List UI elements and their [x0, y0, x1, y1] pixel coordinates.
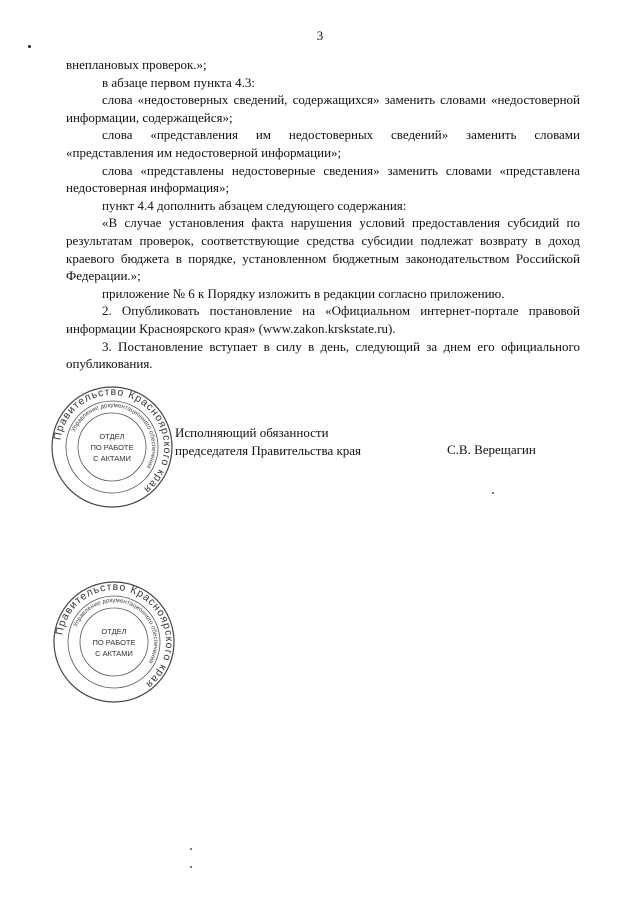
paragraph: 2. Опубликовать постановление на «Официальном интернет-портале правовой информации Красноярского края» (www.zakon.krskstate.ru).	[66, 303, 580, 336]
paragraph: приложение № 6 к Порядку изложить в редакции согласно приложению.	[102, 285, 505, 301]
stamp-center-line-2: ПО РАБОТЕ	[90, 443, 134, 452]
stamp-outer-text: Правительство Красноярского края	[51, 385, 174, 496]
paragraph: слова «недостоверных сведений, содержащихся» заменить словами «недостоверной информации, содержащейся»;	[66, 92, 580, 125]
stamp-center-line-1: ОТДЕЛ	[101, 627, 127, 636]
official-stamp-1	[50, 385, 174, 509]
paragraph: 3. Постановление вступает в силу в день, следующий за днем его официального опубликования.	[66, 338, 580, 372]
stamp-outer-text: Правительство Красноярского края	[53, 580, 176, 691]
official-stamp-2	[52, 580, 176, 704]
paragraph: слова «представления им недостоверных сведений» заменить словами «представления им недостоверной информации»;	[66, 127, 580, 160]
paragraph: в абзаце первом пункта 4.3:	[102, 74, 255, 90]
stamp-center-line-1: ОТДЕЛ	[99, 432, 125, 441]
stamp-center-line-2: ПО РАБОТЕ	[92, 638, 136, 647]
paragraph: внеплановых проверок.»;	[66, 57, 207, 72]
paragraph: слова «представлены недостоверные сведения» заменить словами «представлена недостоверная информация»;	[66, 162, 580, 196]
signature-position	[175, 424, 361, 459]
scan-speck	[190, 866, 192, 868]
stamp-inner-text: Управление документационного обеспечения	[70, 401, 158, 470]
stamp-inner-text: Управление документационного обеспечения	[72, 596, 160, 665]
stamp-center-line-3: С АКТАМИ	[93, 454, 131, 463]
page-number: 3	[316, 28, 324, 43]
scan-speck	[190, 848, 192, 850]
stamp-center-line-3: С АКТАМИ	[95, 649, 133, 658]
signature-position-line-1: Исполняющий обязанности	[175, 425, 329, 440]
signatory-name: С.В. Верещагин	[447, 442, 536, 457]
paragraph: пункт 4.4 дополнить абзацем следующего содержания:	[102, 197, 407, 213]
document-body	[66, 56, 580, 373]
scan-speck	[492, 492, 494, 494]
paragraph: «В случае установления факта нарушения условий предоставления субсидий по результатам проверок, соответствующие средства субсидии подлежат возврату в доход краевого бюджета в порядке, установленном бюджетным законодательством Российской Федерации.»;	[66, 215, 580, 284]
signature-position-line-2: председателя Правительства края	[175, 442, 362, 458]
scan-speck	[28, 45, 31, 48]
